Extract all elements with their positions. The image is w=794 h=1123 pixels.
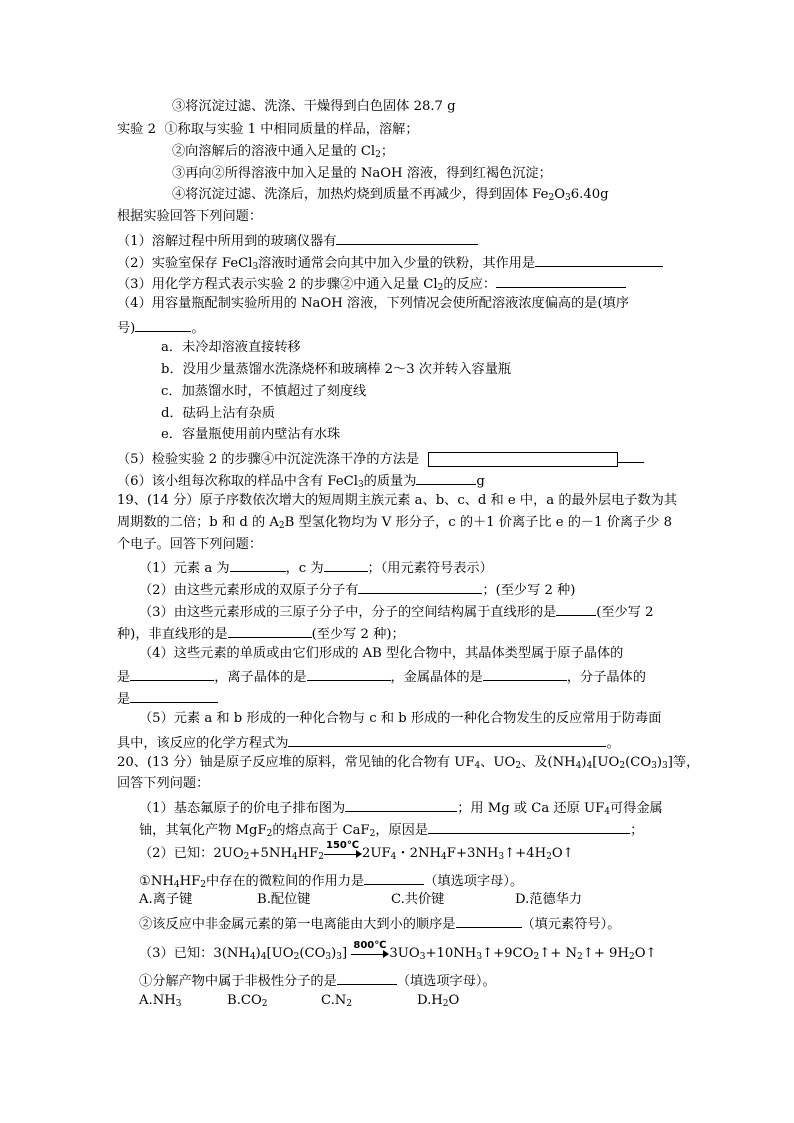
q18-part5: （5）检验实验 2 的步骤④中沉淀洗涤干净的方法是: [117, 449, 644, 468]
q20-part2-q1: $①NH_4HF_2$中存在的微粒间的作用力是 （填选项字母）。: [139, 871, 523, 890]
answer-blank[interactable]: [336, 231, 478, 245]
answer-blank[interactable]: [358, 580, 482, 594]
q19-part2: （2）由这些元素形成的双原子分子有 ；(至少写 2 种): [139, 580, 575, 599]
exp1-step3: ③将沉淀过滤、洗涤、干燥得到白色固体 28.7 g: [172, 99, 456, 114]
q19-intro-line1: 19、(14 分）原子序数依次增大的短周期主族元素 a、b、c、d 和 e 中，a 的最外层电子数为其: [117, 493, 678, 508]
answer-blank[interactable]: [288, 733, 606, 747]
q20-part1-line2: 铀，其氧化产物 MgF$_2$的熔点高于 CaF$_2$，原因是 ；: [139, 820, 643, 839]
answer-blank[interactable]: [130, 667, 214, 681]
q18-option-d: d．砝码上沾有杂质: [161, 406, 275, 421]
q19-part3-line2: 种)，非直线形的是 (至少写 2 种)；: [117, 624, 405, 643]
answer-blank[interactable]: [364, 871, 424, 885]
q20-part2-equation: （2）已知：$2UO_2+5NH_4HF_2$ 150℃ $2UF_4$・$2NH_4F+3NH_3↑+4H_2O↑$: [139, 839, 574, 862]
answer-blank[interactable]: [135, 318, 191, 332]
q18-part2: （2）实验室保存 FeCl$_3$溶液时通常会向其中加入少量的铁粉，其作用是: [117, 253, 663, 272]
answer-blank[interactable]: [307, 667, 391, 681]
option-a: A.离子键: [139, 892, 193, 907]
option-a: $A.NH_3$: [139, 993, 182, 1009]
q20-part2-q2: ②该反应中非金属元素的第一电离能由大到小的顺序是 （填元素符号）。: [139, 914, 620, 933]
exp2-step4: ④将沉淀过滤、洗涤后，加热灼烧到质量不再减少，得到固体 $Fe_2O_36.40g$: [172, 187, 609, 203]
q19-part4-line1: （4）这些元素的单质或由它们形成的 AB 型化合物中，其晶体类型属于原子晶体的: [139, 646, 624, 661]
q20-part1-line1: （1）基态氟原子的价电子排布图为 ；用 Mg 或 Ca 还原 $UF_4$可得金属: [139, 798, 663, 817]
option-d: $D.H_2O$: [417, 993, 460, 1009]
answer-blank[interactable]: [535, 253, 663, 267]
answer-blank[interactable]: [496, 274, 626, 288]
q18-option-b: b．没用少量蒸馏水洗涤烧杯和玻璃棒 2～3 次并转入容量瓶: [161, 362, 512, 377]
answer-blank[interactable]: [345, 798, 457, 812]
reaction-arrow: 150℃: [324, 847, 362, 861]
option-b: $B.CO_2$: [227, 993, 268, 1009]
option-c: $C.N_2$: [321, 993, 353, 1009]
q19-intro-line2: 周期数的二倍；b 和 d 的 $A_2B$ 型氢化物均为 V 形分子，c 的＋1 价离子比 e 的－1 价离子少 8: [117, 515, 673, 531]
answer-blank[interactable]: [556, 602, 596, 616]
q18-part3: （3）用化学方程式表示实验 2 的步骤②中通入足量 $Cl_2$的反应：: [117, 274, 626, 293]
q20-part3-options: [139, 993, 459, 1009]
exp2-step1: 实验 2 ①称取与实验 1 中相同质量的样品，溶解；: [117, 122, 419, 137]
q20-intro-line2: 回答下列问题：: [117, 776, 210, 791]
q18-option-e: e．容量瓶使用前内壁沾有水珠: [161, 427, 341, 442]
option-c: C.共价键: [391, 892, 445, 907]
exp2-step2: ②向溶解后的溶液中通入足量的 $Cl_2$；: [172, 144, 395, 160]
exp2-step3: ③再向②所得溶液中加入足量的 NaOH 溶液，得到红褐色沉淀；: [172, 166, 552, 181]
answer-blank[interactable]: [228, 624, 312, 638]
intro-text: 根据实验回答下列问题：: [117, 209, 263, 224]
q19-part1: （1）元素 a 为 ，c 为 ；（用元素符号表示）: [139, 558, 493, 577]
q19-intro-line3: 个电子。回答下列问题：: [117, 537, 263, 552]
answer-blank[interactable]: [618, 449, 644, 463]
q20-intro: 20、(13 分）铀是原子反应堆的原料，常见铀的化合物有 $UF_4$、$UO_2$、及$(NH_4)_4[UO_2(CO_3)_3]$等，: [117, 755, 700, 771]
q18-option-c: c．加蒸馏水时，不慎超过了刻度线: [161, 384, 367, 399]
q19-part3-line1: （3）由这些元素形成的三原子分子中，分子的空间结构属于直线形的是 (至少写 2: [139, 602, 654, 621]
answer-blank[interactable]: [483, 667, 567, 681]
option-d: D.范德华力: [515, 892, 583, 907]
q18-part4-line2: 号) 。: [117, 318, 205, 337]
q18-part4-line1: （4）用容量瓶配制实验所用的 NaOH 溶液，下列情况会使所配溶液浓度偏高的是(填序: [117, 296, 630, 311]
q20-part2-options: [139, 892, 582, 908]
answer-box[interactable]: [428, 452, 618, 467]
q18-part1: （1）溶解过程中所用到的玻璃仪器有: [117, 231, 478, 250]
q18-part6: （6）该小组每次称取的样品中含有 FeCl$_3$的质量为 g: [117, 471, 485, 490]
answer-blank[interactable]: [324, 558, 368, 572]
q19-part5-line1: （5）元素 a 和 b 形成的一种化合物与 c 和 b 形成的一种化合物发生的反应常用于防毒面: [139, 711, 662, 726]
answer-blank[interactable]: [130, 689, 218, 703]
answer-blank[interactable]: [337, 971, 397, 985]
answer-blank[interactable]: [416, 471, 476, 485]
q19-part5-line2: 具中，该反应的化学方程式为 。: [117, 733, 620, 752]
q18-option-a: a．未冷却溶液直接转移: [161, 340, 301, 355]
answer-blank[interactable]: [428, 820, 630, 834]
q20-part3-equation: （3）已知：$3(NH_4)_4[UO_2(CO_3)_3]$ 800℃ $3UO_3+10NH_3↑+9CO_2↑+$ $N_2↑+$ $9H_2O↑$: [139, 939, 657, 962]
q19-part4-line3: 是: [117, 689, 218, 708]
q19-part4-line2: 是 ，离子晶体的是 ，金属晶体的是 ，分子晶体的: [117, 667, 646, 686]
answer-blank[interactable]: [456, 914, 522, 928]
reaction-arrow: 800℃: [351, 947, 389, 961]
answer-blank[interactable]: [230, 558, 286, 572]
q20-part3-q1: ①分解产物中属于非极性分子的是 （填选项字母）。: [139, 971, 496, 990]
option-b: B.配位键: [257, 892, 311, 907]
